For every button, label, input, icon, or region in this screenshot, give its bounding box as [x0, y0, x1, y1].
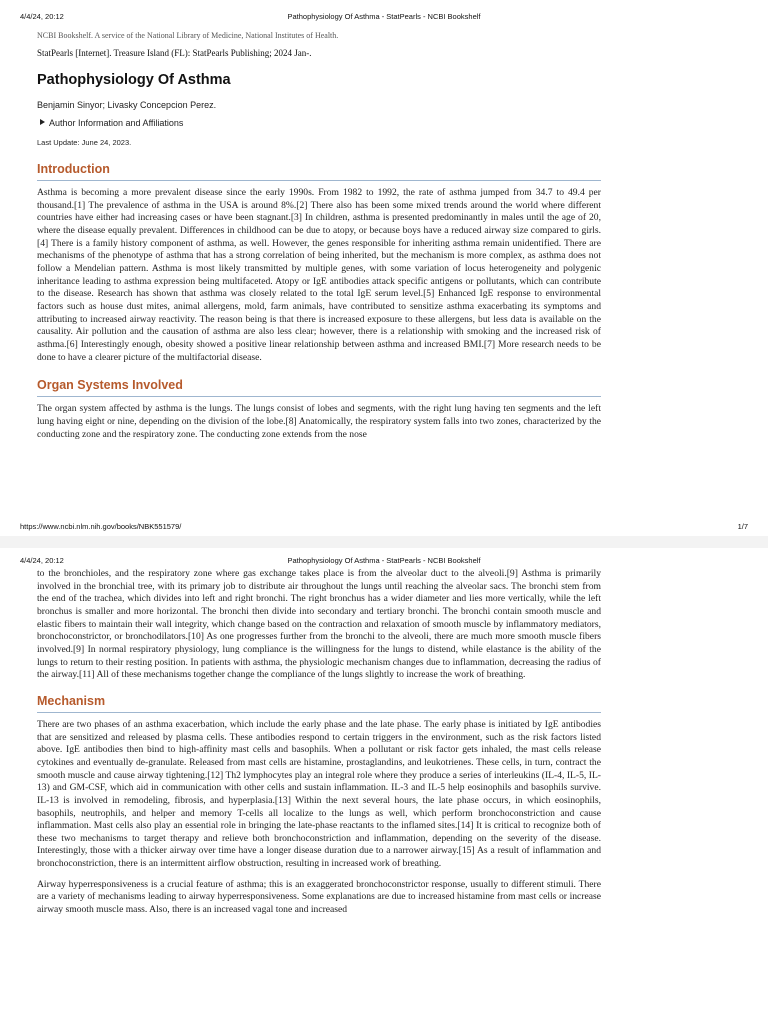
last-update: Last Update: June 24, 2023. — [37, 138, 132, 147]
section-heading-introduction: Introduction — [37, 162, 601, 181]
print-datetime: 4/4/24, 20:12 — [20, 556, 64, 565]
page-separator — [0, 536, 768, 548]
paragraph: There are two phases of an asthma exacerbation, which include the early phase and the late phase. The early phase is initiated by IgE antibodies that are sensitized and released by plasma cells. These antibodies respond to certain triggers in the environment, such as the risk factors listed above. IgE antibodies then bind to high-affinity mast cells and basophils. When a pollutant or risk factor gets inhaled, the mast cells release cytokines and eventually de-granulate. Released from mast cells are histamine, prostaglandins, and leukotrienes. These cells, in turn, contract the smooth muscle and cause airway tightening.[12] Th2 lymphocytes play an integral role where they produce a series of interleukins (IL-4, IL-5, IL-13) and GM-CSF, which aid in communication with other cells and sustain inflammation. IL-3 and IL-5 help eosinophils and basophils survive. IL-13 is involved in remodeling, fibrosis, and hyperplasia.[13] Within the next several hours, the late phase occurs, in which eosinophils, basophils, neutrophils, and helper and memory T-cells all localize to the lungs as well, which perform bronchoconstriction and cause inflammation. Mast cells also play an essential role in bringing the late-phase reactants to the inflamed sites.[14] It is critical to recognize both of these two mechanisms to target therapy and relieve both bronchoconstriction and inflammation, depending on the severity of the disease. Interestingly, those with a thicker airway over time have a longer disease duration due to a narrower airway.[15] As a result of inflammation and bronchoconstriction, there is an intermittent airflow obstruction, resulting in increased work of breathing. — [37, 718, 601, 870]
print-datetime: 4/4/24, 20:12 — [20, 12, 64, 21]
print-doc-title: Pathophysiology Of Asthma - StatPearls - NCBI Bookshelf — [287, 12, 481, 21]
print-header — [20, 556, 748, 568]
pdf-page-2 — [0, 548, 768, 1024]
print-doc-title: Pathophysiology Of Asthma - StatPearls - NCBI Bookshelf — [287, 556, 481, 565]
section-heading-organ-systems: Organ Systems Involved — [37, 378, 601, 397]
print-header — [20, 12, 748, 24]
print-footer — [20, 522, 748, 534]
authors: Benjamin Sinyor; Livasky Concepcion Perez. — [37, 100, 217, 110]
print-url: https://www.ncbi.nlm.nih.gov/books/NBK551579/ — [20, 522, 182, 531]
paragraph: Airway hyperresponsiveness is a crucial feature of asthma; this is an exaggerated bronchoconstrictor response, usually to different stimuli. There are a variety of mechanisms leading to airway hyperresponsiveness. Some explanations are due to increased histamine from mast cells or increase airway smooth muscle mass. Also, there is an increased vagal tone and increased — [37, 878, 601, 916]
page-content — [37, 568, 601, 925]
section-heading-mechanism: Mechanism — [37, 694, 601, 713]
paragraph: The organ system affected by asthma is the lungs. The lungs consist of lobes and segments, with the right lung having ten segments and the left lung having eight or nine, depending on the division of the lobe.[8] Anatomically, the respiratory system falls into two zones, characterized by the conducting zone and the respiratory zone. The conducting zone extends from the nose — [37, 403, 601, 440]
bookshelf-notice: NCBI Bookshelf. A service of the National Library of Medicine, National Institutes of Health. — [37, 31, 339, 40]
page-title: Pathophysiology Of Asthma — [37, 72, 231, 88]
author-info-label: Author Information and Affiliations — [49, 118, 184, 128]
triangle-right-icon — [40, 119, 45, 125]
paragraph-continued: to the bronchioles, and the respiratory zone where gas exchange takes place is from the alveolar duct to the alveoli.[9] Asthma is primarily involved in the bronchial tree, with its primary job to distribute air throughout the lungs until reaching the alveolar sacs. The bronchi stem from the end of the trachea, which divides into left and right bronchi. The right bronchus has a wider diameter and lies more vertically, while the left bronchus is smaller and more horizontal. The bronchi then divide into secondary and tertiary bronchi. The bronchi contain smooth muscle and elastic fibers to maintain their wall integrity, which change based on the contraction and relaxation of smooth muscle by inflammatory mediators, bronchoconstrictor, or bronchodilators.[10] As one progresses further from the bronchi to the alveoli, there are much more smooth muscle fibers involved.[9] In normal respiratory physiology, lung compliance is the willingness for the lungs to distend, while elastance is the ability of the lungs to return to their resting position. In patients with asthma, the physiologic mechanism changes due to inflammation, decreasing the radius of the airway.[11] All of these mechanisms together change the compliance of the lungs slightly to increase the work of breathing. — [37, 568, 601, 681]
paragraph: Asthma is becoming a more prevalent disease since the early 1990s. From 1982 to 1992, the rate of asthma jumped from 34.7 to 49.4 per thousand.[1] The prevalence of asthma in the USA is around 8%.[2] There also has been some mixed trends around the world where different countries have either had increasing cases or have been stagnant.[3] In children, asthma is presented predominantly in males until the age of 20, where the disease equally prevalent. Differences in childhood can be due to atopy, or because boys have a reduced airway size compared to girls.[4] There is a family history component of asthma, as well. However, the genes responsible for inheriting asthma remain unidentified. There are mechanisms of the phenotype of asthma that has a strong correlation of being inherited, but the mechanism is more complex, as asthma does not follow a Mendelian pattern. Asthma is most likely transmitted by multiple genes, with some variation of locus heterogeneity and polygenic inheritance leading to asthma expression being multifaceted. Atopy or IgE antibodies attack specific antigens or pollutants, which can contribute to the disease. Research has shown that asthma was closely related to the total IgE serum level.[5] Enhanced IgE response to environmental factors such as house dust mites, animal allergens, mold, farm animals, have contributed to sensitize asthma exacerbating its symptoms and attributing to increased airway reactivity. The reason being is that there is increased exposure to these allergens, but less data is available on the causality. Air pollution and the causation of asthma are also less clear; however, there is a relationship with smoking and the increased risk of asthma.[6] Interestingly enough, obesity showed a positive linear relationship between asthma and increased BMI.[7] More research needs to be done to have a clearer picture of the multifactorial disease. — [37, 187, 601, 363]
page-content — [37, 30, 601, 449]
citation-line: StatPearls [Internet]. Treasure Island (FL): StatPearls Publishing; 2024 Jan-. — [37, 48, 312, 58]
author-info-toggle[interactable] — [40, 117, 601, 129]
print-page-number: 1/7 — [737, 522, 748, 531]
